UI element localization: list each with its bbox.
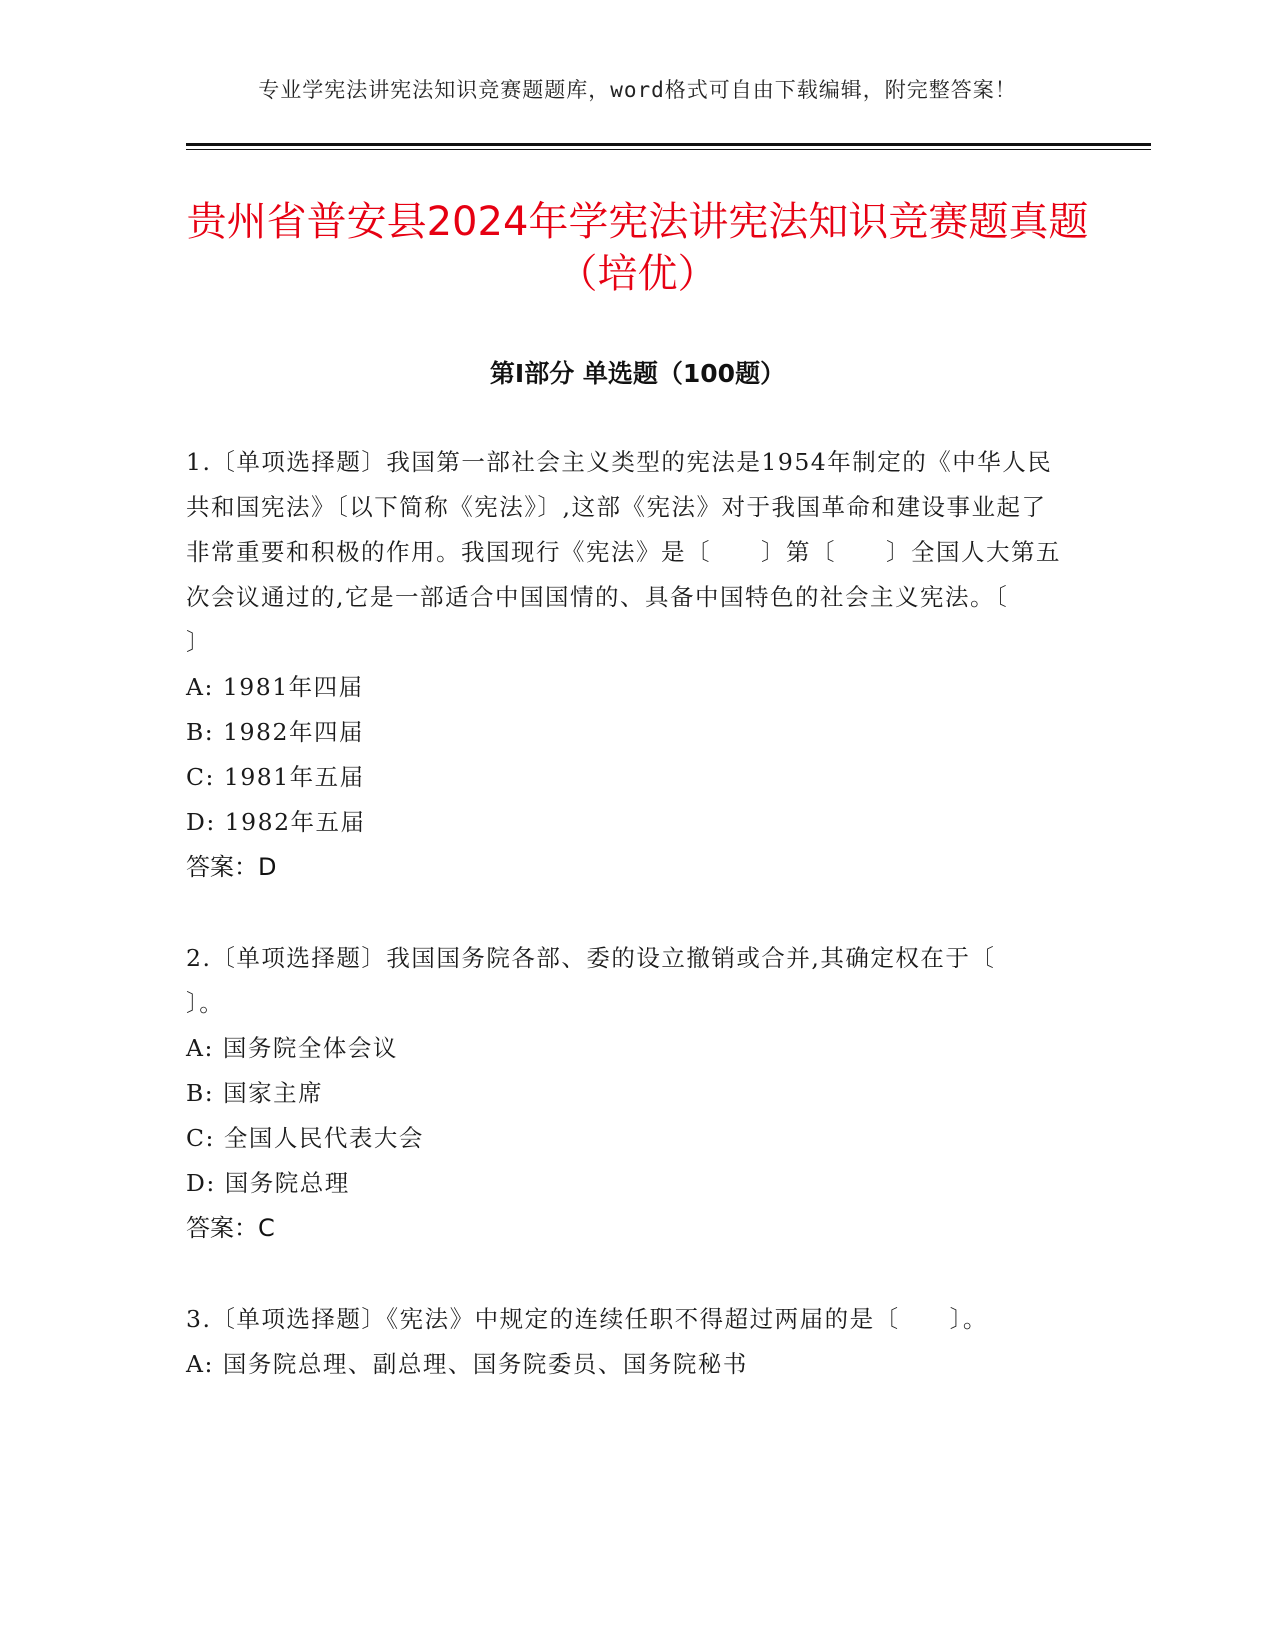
answer: 答案：D [186, 853, 277, 881]
header-rule-thin [186, 149, 1151, 150]
option-c: C: 全国人民代表大会 [186, 1124, 424, 1152]
header-rule-thick [186, 143, 1151, 146]
header-note: 专业学宪法讲宪法知识竞赛题题库，word格式可自由下载编辑，附完整答案！ [258, 78, 1017, 102]
question-2 [186, 936, 1066, 1251]
question-stem: 3.〔单项选择题〕《宪法》中规定的连续任职不得超过两届的是〔 〕。 [186, 1305, 988, 1333]
question-stem: 1.〔单项选择题〕我国第一部社会主义类型的宪法是1954年制定的《中华人民共和国宪法》〔以下简称《宪法》〕,这部《宪法》对于我国革命和建设事业起了非常重要和积极的作用。我国现行《宪法》是〔 〕第〔 〕全国人大第五次会议通过的,它是一部适合中国国情的、具备中国特色的社会主义宪法。〔 〕 [186, 448, 1061, 656]
question-3 [186, 1297, 1066, 1387]
option-c: C: 1981年五届 [186, 763, 365, 791]
option-d: D: 国务院总理 [186, 1169, 350, 1197]
answer: 答案：C [186, 1214, 275, 1242]
option-a: A: 国务院全体会议 [186, 1034, 398, 1062]
section-heading: 第Ⅰ部分 单选题（100题） [489, 359, 786, 388]
question-stem: 2.〔单项选择题〕我国国务院各部、委的设立撤销或合并,其确定权在于〔 〕。 [186, 944, 1046, 1017]
option-d: D: 1982年五届 [186, 808, 366, 836]
question-1 [186, 440, 1066, 890]
option-b: B: 国家主席 [186, 1079, 324, 1107]
question-list [186, 440, 1066, 1433]
document-title: 贵州省普安县2024年学宪法讲宪法知识竞赛题真题（培优） [186, 199, 1089, 297]
option-a: A: 国务院总理、副总理、国务院委员、国务院秘书 [186, 1350, 748, 1378]
option-a: A: 1981年四届 [186, 673, 364, 701]
option-b: B: 1982年四届 [186, 718, 364, 746]
